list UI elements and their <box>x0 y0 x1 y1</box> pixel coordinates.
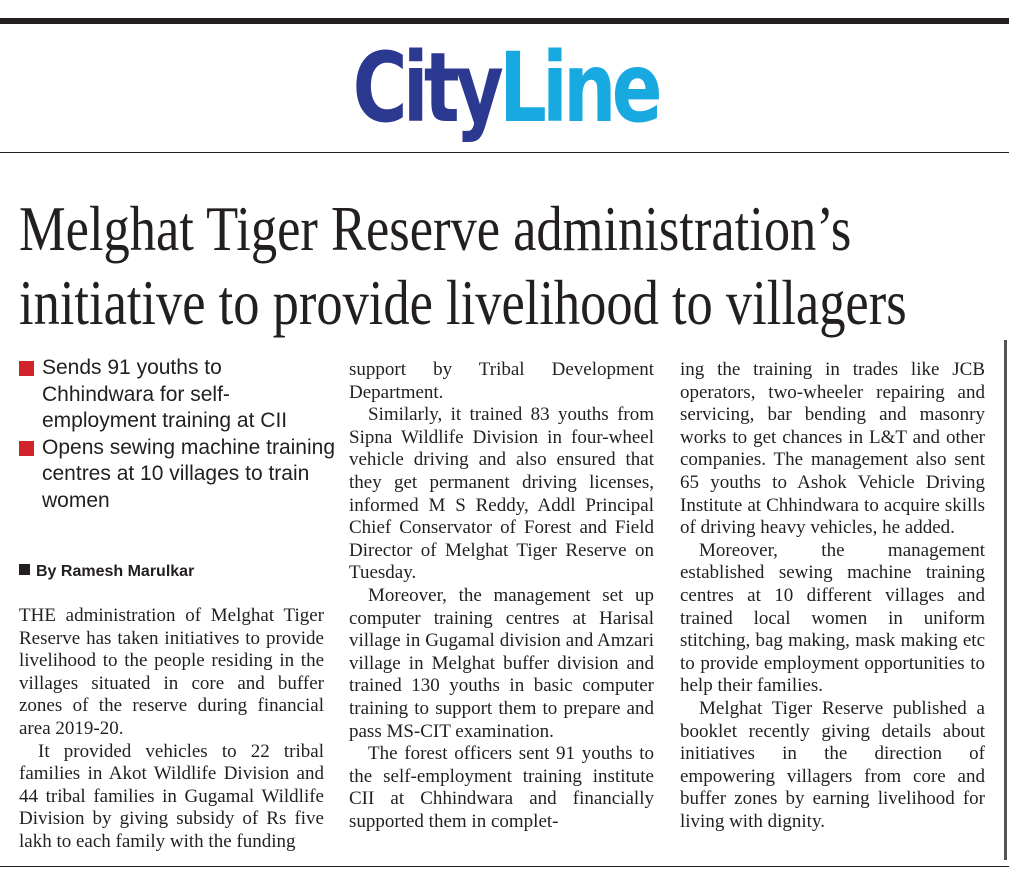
masthead-rule <box>0 152 1009 153</box>
paragraph: Moreover, the management established sewing machine training centres at 10 different villages and trained local women in uniform stitching, bag making, mask making etc to provide employment opportunities to help their families. <box>680 539 985 697</box>
byline <box>19 562 194 582</box>
red-square-bullet-icon <box>19 361 34 376</box>
top-rule <box>0 18 1009 24</box>
paragraph: Similarly, it trained 83 youths from Sipna Wildlife Division in four-wheel vehicle driving and also ensured that they get permanent driving licenses, informed M S Reddy, Addl Principal Chief Conservator of Forest and Field Director of Melghat Tiger Reserve on Tuesday. <box>349 404 654 584</box>
masthead-logo <box>112 34 899 142</box>
paragraph: ing the training in trades like JCB operators, two-wheeler repairing and servicing, bar bending and masonry works to get chances in L&T and other companies. The management also sent 65 youths to Ashok Vehicle Driving Institute at Chhindwara to acquire skills of driving heavy vehicles, he added. <box>680 359 985 539</box>
article-column-3 <box>680 359 985 833</box>
paragraph: Melghat Tiger Reserve published a booklet recently giving details about initiatives in the direction of empowering villagers from core and buffer zones by earning livelihood for living with dignity. <box>680 697 985 832</box>
highlight-item <box>19 435 339 515</box>
headline-line-2: initiative to provide livelihood to villagers <box>19 267 907 338</box>
paragraph: support by Tribal Development Department. <box>349 359 654 403</box>
article-column-2 <box>349 359 654 833</box>
masthead-line: Line <box>499 32 658 144</box>
highlight-text: Opens sewing machine training centres at 10 villages to train women <box>42 435 335 512</box>
article-column-1 <box>19 605 324 854</box>
page-edge-mark <box>1004 340 1007 860</box>
paragraph: The forest officers sent 91 youths to the self-employment training institute CII at Chhindwara and financially supported them in complet- <box>349 743 654 832</box>
red-square-bullet-icon <box>19 441 34 456</box>
byline-text: By Ramesh Marulkar <box>36 563 195 580</box>
highlight-item <box>19 355 339 435</box>
paragraph: THE administration of Melghat Tiger Reserve has taken initiatives to provide livelihood to the people residing in the villages situated in core and buffer zones of the reserve during financial area 2019-20. <box>19 605 324 739</box>
headline <box>19 192 1009 340</box>
highlights-list <box>19 355 339 514</box>
black-square-icon <box>19 564 30 575</box>
highlight-text: Sends 91 youths to Chhindwara for self-employment training at CII <box>42 356 288 432</box>
paragraph: It provided vehicles to 22 tribal families in Akot Wildlife Division and 44 tribal families in Gugamal Wildlife Division by giving subsidy of Rs five lakh to each family with the funding <box>19 740 324 852</box>
headline-line-1: Melghat Tiger Reserve administration’s <box>19 193 852 264</box>
masthead-city: City <box>352 32 500 144</box>
paragraph: Moreover, the management set up computer training centres at Harisal village in Gugamal division and Amzari village in Melghat buffer division and trained 130 youths in basic computer training to support them to prepare and pass MS-CIT examination. <box>349 584 654 742</box>
bottom-rule <box>0 866 1009 867</box>
